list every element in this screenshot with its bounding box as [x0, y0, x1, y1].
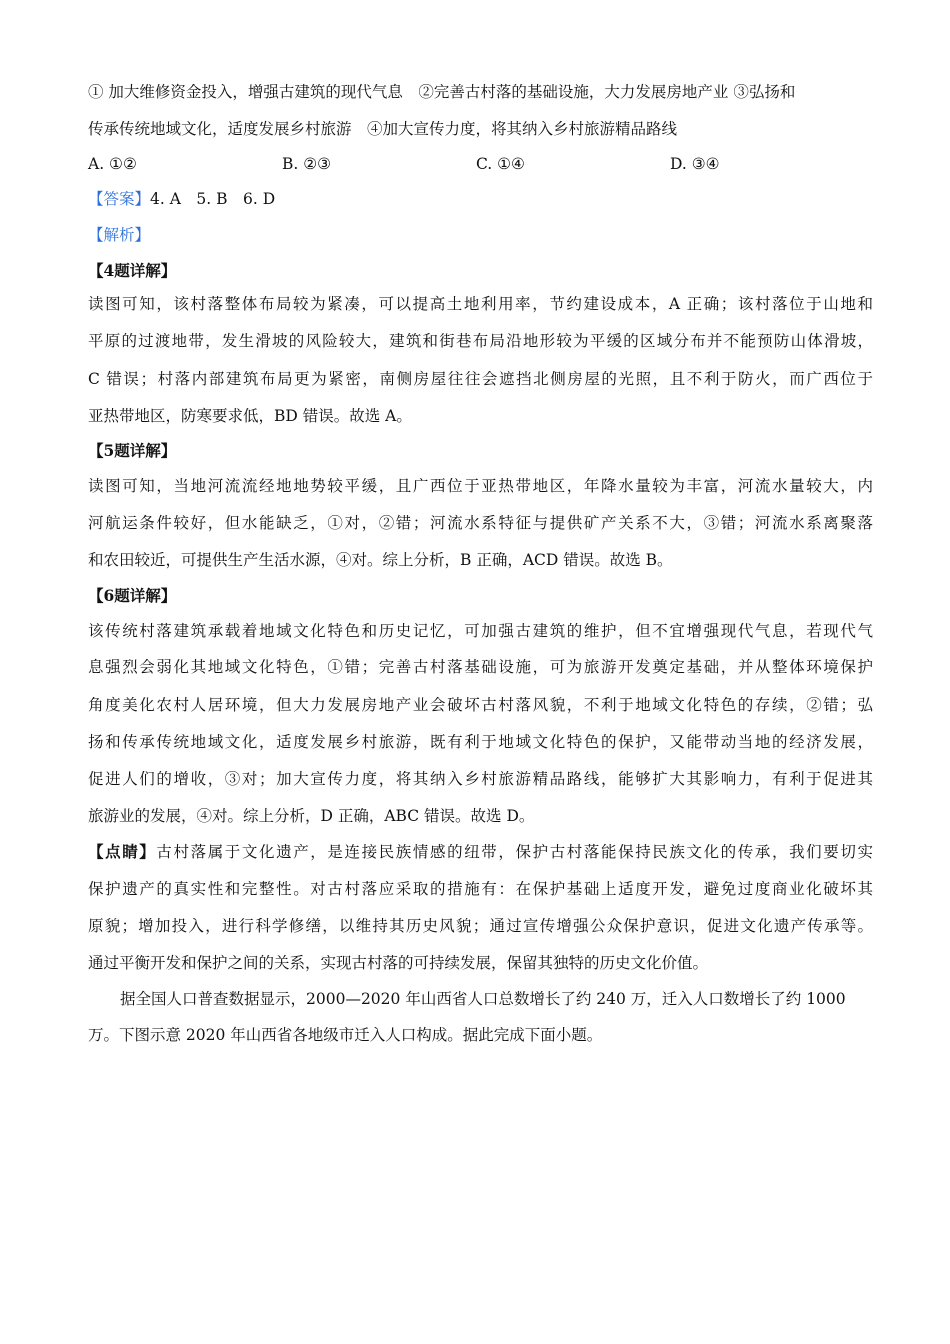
tips-line-4: 通过平衡开发和保护之间的关系，实现古村落的可持续发展，保留其独特的历史文化价值。 [88, 954, 709, 972]
detail-6-line-3: 角度美化农村人居环境，但大力发展房地产业会破坏古村落风貌，不利于地域文化特色的存续，②错；弘 [88, 696, 873, 714]
detail-4-line-4: 亚热带地区，防寒要求低，BD 错误。故选 A。 [88, 407, 412, 425]
tips-tag: 【点睛】 [88, 842, 157, 861]
option-b: B. ②③ [282, 155, 332, 173]
q6-statement-line-1: ① 加大维修资金投入，增强古建筑的现代气息 ②完善古村落的基础设施，大力发展房地产业 ③弘扬和 [88, 83, 796, 101]
tips-line-1 [88, 842, 873, 862]
q6-statement-line-2: 传承传统地域文化，适度发展乡村旅游 ④加大宣传力度，将其纳入乡村旅游精品路线 [88, 120, 678, 138]
tips-first-text: 古村落属于文化遗产，是连接民族情感的纽带，保护古村落能保持民族文化的传承，我们要切实 [156, 843, 873, 861]
tips-line-2: 保护遗产的真实性和完整性。对古村落应采取的措施有：在保护基础上适度开发，避免过度商业化破坏其 [88, 880, 873, 898]
detail-6-line-1: 该传统村落建筑承载着地域文化特色和历史记忆，可加强古建筑的维护，但不宜增强现代气息，若现代气 [88, 622, 873, 640]
detail-5-line-2: 河航运条件较好，但水能缺乏，①对，②错；河流水系特征与提供矿产关系不大，③错；河流水系离聚落 [88, 514, 873, 532]
detail-6-line-5: 促进人们的增收，③对；加大宣传力度，将其纳入乡村旅游精品路线，能够扩大其影响力，有利于促进其 [88, 770, 873, 788]
detail-4-heading: 【4题详解】 [88, 261, 177, 280]
option-c: C. ①④ [476, 155, 525, 173]
tips-line-3: 原貌；增加投入，进行科学修缮，以维持其历史风貌；通过宣传增强公众保护意识，促进文化遗产传承等。 [88, 917, 873, 935]
option-a: A. ①② [88, 155, 137, 173]
analysis-tag: 【解析】 [88, 226, 151, 244]
detail-5-line-3: 和农田较近，可提供生产生活水源，④对。综上分析，B 正确，ACD 错误。故选 B。 [88, 551, 673, 569]
detail-6-line-2: 息强烈会弱化其地域文化特色，①错；完善古村落基础设施，可为旅游开发奠定基础，并从整体环境保护 [88, 658, 873, 676]
detail-5-line-1: 读图可知，当地河流流经地地势较平缓，且广西位于亚热带地区，年降水量较为丰富，河流水量较大，内 [88, 477, 873, 495]
detail-4-line-2: 平原的过渡地带，发生滑坡的风险较大，建筑和街巷布局沿地形较为平缓的区域分布并不能预防山体滑坡， [88, 332, 873, 350]
detail-6-line-6: 旅游业的发展，④对。综上分析，D 正确，ABC 错误。故选 D。 [88, 807, 535, 825]
detail-6-line-4: 扬和传承传统地域文化，适度发展乡村旅游，既有利于地域文化特色的保护，又能带动当地的经济发展， [88, 733, 873, 751]
answer-text: 4. A 5. B 6. D [150, 190, 276, 208]
detail-4-line-3: C 错误；村落内部建筑布局更为紧密，南侧房屋往往会遮挡北侧房屋的光照，且不利于防火，而广西位于 [88, 370, 873, 388]
answer-tag: 【答案】 [88, 190, 151, 208]
detail-4-line-1: 读图可知，该村落整体布局较为紧凑，可以提高土地利用率，节约建设成本，A 正确；该村落位于山地和 [88, 295, 873, 313]
detail-6-heading: 【6题详解】 [88, 586, 177, 605]
analysis-line [88, 225, 873, 245]
next-intro-line-2: 万。下图示意 2020 年山西省各地级市迁入人口构成。据此完成下面小题。 [88, 1026, 603, 1044]
next-intro-line-1: 据全国人口普查数据显示，2000—2020 年山西省人口总数增长了约 240 万，迁入人口数增长了约 1000 [120, 990, 846, 1008]
answer-line [88, 189, 873, 209]
detail-5-heading: 【5题详解】 [88, 441, 177, 460]
option-d: D. ③④ [670, 155, 720, 173]
